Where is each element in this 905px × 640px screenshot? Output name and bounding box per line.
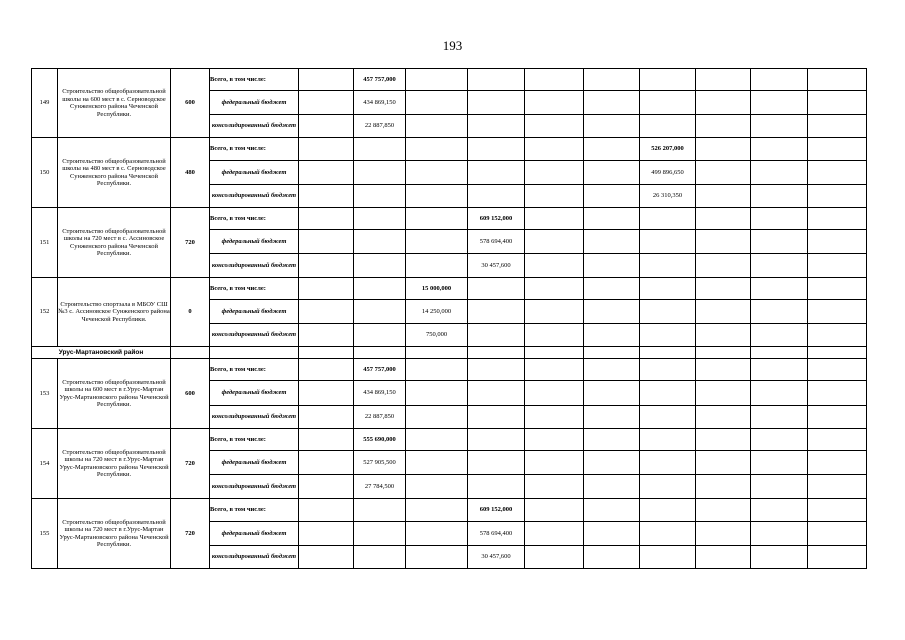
empty-cell xyxy=(696,381,751,406)
empty-cell xyxy=(808,208,867,230)
amount-cell: 609 152,000 xyxy=(468,499,525,522)
empty-cell xyxy=(525,381,584,406)
empty-cell xyxy=(406,522,468,546)
empty-cell xyxy=(468,115,525,138)
empty-cell xyxy=(696,278,751,300)
empty-cell xyxy=(584,91,640,115)
empty-cell xyxy=(808,406,867,429)
project-capacity: 480 xyxy=(171,138,210,208)
empty-cell xyxy=(808,522,867,546)
empty-cell xyxy=(696,300,751,324)
empty-cell xyxy=(640,91,696,115)
empty-cell xyxy=(584,546,640,569)
empty-cell xyxy=(299,300,354,324)
project-capacity: 720 xyxy=(171,208,210,278)
page-number: 193 xyxy=(442,38,463,53)
empty-cell xyxy=(525,300,584,324)
empty-cell xyxy=(584,451,640,475)
empty-cell xyxy=(751,324,808,347)
empty-cell xyxy=(468,429,525,451)
amount-cell: 26 310,350 xyxy=(640,185,696,208)
amount-cell: 15 000,000 xyxy=(406,278,468,300)
empty-cell xyxy=(525,546,584,569)
empty-cell xyxy=(468,138,525,161)
amount-cell: 578 694,400 xyxy=(468,522,525,546)
empty-cell xyxy=(525,451,584,475)
empty-cell xyxy=(406,475,468,499)
empty-cell xyxy=(696,138,751,161)
empty-cell xyxy=(406,161,468,185)
amount-cell: 457 757,000 xyxy=(354,69,406,91)
funding-source-label: Всего, в том числе: xyxy=(210,429,299,451)
empty-cell xyxy=(751,161,808,185)
empty-cell xyxy=(696,522,751,546)
funding-source-label: федеральный бюджет xyxy=(210,451,299,475)
project-name: Строительство спортзала в МБОУ СШ №3 с. Ассиновское Сунженского района Чеченской Республики. xyxy=(58,278,171,347)
empty-cell xyxy=(696,347,751,359)
empty-cell xyxy=(525,115,584,138)
empty-cell xyxy=(525,230,584,254)
empty-cell xyxy=(468,185,525,208)
table-row xyxy=(32,278,867,300)
empty-cell xyxy=(696,185,751,208)
empty-cell xyxy=(468,475,525,499)
empty-cell xyxy=(696,451,751,475)
empty-cell xyxy=(406,185,468,208)
empty-cell xyxy=(299,381,354,406)
empty-cell xyxy=(299,115,354,138)
empty-cell xyxy=(354,300,406,324)
empty-cell xyxy=(299,278,354,300)
funding-source-label: федеральный бюджет xyxy=(210,230,299,254)
empty-cell xyxy=(751,546,808,569)
empty-cell xyxy=(354,254,406,278)
empty-cell xyxy=(584,324,640,347)
empty-cell xyxy=(751,230,808,254)
empty-cell xyxy=(468,451,525,475)
empty-cell xyxy=(696,359,751,381)
empty-cell xyxy=(525,138,584,161)
empty-cell xyxy=(525,324,584,347)
empty-cell xyxy=(584,161,640,185)
empty-cell xyxy=(299,451,354,475)
empty-cell xyxy=(468,406,525,429)
amount-cell: 22 887,850 xyxy=(354,115,406,138)
amount-cell: 578 694,400 xyxy=(468,230,525,254)
empty-cell xyxy=(751,522,808,546)
amount-cell: 27 784,500 xyxy=(354,475,406,499)
empty-cell xyxy=(696,230,751,254)
empty-cell xyxy=(640,208,696,230)
empty-cell xyxy=(468,324,525,347)
project-number: 154 xyxy=(32,429,58,499)
table-row xyxy=(32,138,867,161)
empty-cell xyxy=(406,429,468,451)
empty-cell xyxy=(525,185,584,208)
empty-cell xyxy=(584,69,640,91)
project-name: Строительство общеобразовательной школы на 720 мест в г.Урус-Мартан Урус-Мартановского района Чеченской Республики. xyxy=(58,499,171,569)
empty-cell xyxy=(299,138,354,161)
empty-cell xyxy=(640,451,696,475)
funding-source-label: Всего, в том числе: xyxy=(210,278,299,300)
empty-cell xyxy=(696,91,751,115)
amount-cell: 30 457,600 xyxy=(468,254,525,278)
empty-cell xyxy=(406,138,468,161)
empty-cell xyxy=(696,69,751,91)
region-row xyxy=(32,347,867,359)
empty-cell xyxy=(210,347,299,359)
empty-cell xyxy=(640,499,696,522)
empty-cell xyxy=(808,115,867,138)
empty-cell xyxy=(299,254,354,278)
funding-source-label: Всего, в том числе: xyxy=(210,69,299,91)
project-number: 152 xyxy=(32,278,58,347)
funding-source-label: консолидированный бюджет xyxy=(210,475,299,499)
empty-cell xyxy=(406,254,468,278)
empty-cell xyxy=(751,208,808,230)
empty-cell xyxy=(299,208,354,230)
funding-source-label: Всего, в том числе: xyxy=(210,138,299,161)
empty-cell xyxy=(808,475,867,499)
empty-cell xyxy=(299,406,354,429)
empty-cell xyxy=(406,208,468,230)
empty-cell xyxy=(751,429,808,451)
empty-cell xyxy=(808,347,867,359)
empty-cell xyxy=(640,475,696,499)
empty-cell xyxy=(354,138,406,161)
empty-cell xyxy=(696,254,751,278)
empty-cell xyxy=(808,300,867,324)
amount-cell: 526 207,000 xyxy=(640,138,696,161)
empty-cell xyxy=(406,381,468,406)
budget-table xyxy=(31,68,867,569)
empty-cell xyxy=(696,475,751,499)
empty-cell xyxy=(640,359,696,381)
empty-cell xyxy=(584,499,640,522)
empty-cell xyxy=(808,230,867,254)
empty-cell xyxy=(751,347,808,359)
amount-cell: 499 896,650 xyxy=(640,161,696,185)
empty-cell xyxy=(468,347,525,359)
table-row xyxy=(32,69,867,91)
empty-cell xyxy=(354,546,406,569)
empty-cell xyxy=(525,254,584,278)
empty-cell xyxy=(640,324,696,347)
empty-cell xyxy=(808,91,867,115)
empty-cell xyxy=(584,522,640,546)
empty-cell xyxy=(584,115,640,138)
empty-cell xyxy=(584,406,640,429)
amount-cell: 457 757,000 xyxy=(354,359,406,381)
project-number: 151 xyxy=(32,208,58,278)
empty-cell xyxy=(299,546,354,569)
empty-cell xyxy=(468,300,525,324)
funding-source-label: консолидированный бюджет xyxy=(210,406,299,429)
empty-cell xyxy=(640,429,696,451)
empty-cell xyxy=(171,347,210,359)
empty-cell xyxy=(584,254,640,278)
empty-cell xyxy=(584,138,640,161)
funding-source-label: федеральный бюджет xyxy=(210,381,299,406)
empty-cell xyxy=(525,406,584,429)
empty-cell xyxy=(525,475,584,499)
funding-source-label: консолидированный бюджет xyxy=(210,324,299,347)
project-name: Строительство общеобразовательной школы на 600 мест в г.Урус-Мартан Урус-Мартановского района Чеченской Республики. xyxy=(58,359,171,429)
empty-cell xyxy=(468,359,525,381)
funding-source-label: федеральный бюджет xyxy=(210,161,299,185)
empty-cell xyxy=(584,230,640,254)
amount-cell: 750,000 xyxy=(406,324,468,347)
amount-cell: 609 152,000 xyxy=(468,208,525,230)
funding-source-label: консолидированный бюджет xyxy=(210,185,299,208)
empty-cell xyxy=(751,406,808,429)
empty-cell xyxy=(354,208,406,230)
empty-cell xyxy=(808,381,867,406)
empty-cell xyxy=(584,347,640,359)
empty-cell xyxy=(299,522,354,546)
amount-cell: 14 250,000 xyxy=(406,300,468,324)
empty-cell xyxy=(808,254,867,278)
empty-cell xyxy=(354,230,406,254)
project-name: Строительство общеобразовательной школы на 480 мест в с. Серноводское Сунженского района Чеченской Республики. xyxy=(58,138,171,208)
empty-cell xyxy=(468,69,525,91)
empty-cell xyxy=(696,115,751,138)
empty-cell xyxy=(640,278,696,300)
empty-cell xyxy=(640,254,696,278)
empty-cell xyxy=(640,69,696,91)
empty-cell xyxy=(584,278,640,300)
empty-cell xyxy=(468,91,525,115)
empty-cell xyxy=(751,300,808,324)
empty-cell xyxy=(299,499,354,522)
empty-cell xyxy=(751,359,808,381)
empty-cell xyxy=(696,208,751,230)
amount-cell: 434 869,150 xyxy=(354,381,406,406)
empty-cell xyxy=(468,381,525,406)
empty-cell xyxy=(751,115,808,138)
empty-cell xyxy=(406,347,468,359)
project-capacity: 600 xyxy=(171,359,210,429)
empty-cell xyxy=(640,115,696,138)
empty-cell xyxy=(751,451,808,475)
empty-cell xyxy=(299,185,354,208)
empty-cell xyxy=(584,208,640,230)
empty-cell xyxy=(808,429,867,451)
empty-cell xyxy=(406,69,468,91)
empty-cell xyxy=(808,138,867,161)
empty-cell xyxy=(751,278,808,300)
empty-cell xyxy=(406,499,468,522)
empty-cell xyxy=(299,161,354,185)
empty-cell xyxy=(808,185,867,208)
empty-cell xyxy=(751,185,808,208)
table-row xyxy=(32,359,867,381)
amount-cell: 434 869,150 xyxy=(354,91,406,115)
project-number: 150 xyxy=(32,138,58,208)
empty-cell xyxy=(751,138,808,161)
project-number: 155 xyxy=(32,499,58,569)
empty-cell xyxy=(808,161,867,185)
project-capacity: 600 xyxy=(171,69,210,138)
empty-cell xyxy=(525,161,584,185)
funding-source-label: консолидированный бюджет xyxy=(210,254,299,278)
project-capacity: 720 xyxy=(171,499,210,569)
empty-cell xyxy=(525,359,584,381)
empty-cell xyxy=(751,91,808,115)
empty-cell xyxy=(808,359,867,381)
empty-cell xyxy=(808,324,867,347)
empty-cell xyxy=(299,324,354,347)
empty-cell xyxy=(468,278,525,300)
project-name: Строительство общеобразовательной школы на 720 мест в г.Урус-Мартан Урус-Мартановского района Чеченской Республики. xyxy=(58,429,171,499)
empty-cell xyxy=(640,300,696,324)
empty-cell xyxy=(584,359,640,381)
funding-source-label: Всего, в том числе: xyxy=(210,208,299,230)
empty-cell xyxy=(808,451,867,475)
empty-cell xyxy=(584,185,640,208)
empty-cell xyxy=(299,475,354,499)
empty-cell xyxy=(808,69,867,91)
empty-cell xyxy=(406,359,468,381)
empty-cell xyxy=(640,546,696,569)
empty-cell xyxy=(640,406,696,429)
project-name: Строительство общеобразовательной школы на 720 мест в с. Ассиновское Сунженского района Чеченской Республики. xyxy=(58,208,171,278)
amount-cell: 527 905,500 xyxy=(354,451,406,475)
empty-cell xyxy=(751,254,808,278)
project-capacity: 720 xyxy=(171,429,210,499)
empty-cell xyxy=(406,451,468,475)
empty-cell xyxy=(299,69,354,91)
empty-cell xyxy=(354,522,406,546)
empty-cell xyxy=(751,69,808,91)
empty-cell xyxy=(696,499,751,522)
empty-cell xyxy=(299,359,354,381)
empty-cell xyxy=(406,115,468,138)
empty-cell xyxy=(354,161,406,185)
empty-cell xyxy=(354,278,406,300)
empty-cell xyxy=(640,522,696,546)
empty-cell xyxy=(525,69,584,91)
empty-cell xyxy=(406,546,468,569)
table-row xyxy=(32,499,867,522)
empty-cell xyxy=(354,499,406,522)
amount-cell: 30 457,600 xyxy=(468,546,525,569)
empty-cell xyxy=(640,230,696,254)
empty-cell xyxy=(696,324,751,347)
project-number: 149 xyxy=(32,69,58,138)
project-capacity: 0 xyxy=(171,278,210,347)
empty-cell xyxy=(640,347,696,359)
empty-cell xyxy=(584,429,640,451)
empty-cell xyxy=(525,429,584,451)
empty-cell xyxy=(525,208,584,230)
empty-cell xyxy=(406,91,468,115)
empty-cell xyxy=(808,278,867,300)
empty-cell xyxy=(584,381,640,406)
region-heading: Урус-Мартановский район xyxy=(32,347,171,359)
funding-source-label: федеральный бюджет xyxy=(210,91,299,115)
table-row xyxy=(32,208,867,230)
empty-cell xyxy=(299,230,354,254)
table-row xyxy=(32,429,867,451)
empty-cell xyxy=(584,300,640,324)
project-number: 153 xyxy=(32,359,58,429)
empty-cell xyxy=(406,406,468,429)
empty-cell xyxy=(299,91,354,115)
empty-cell xyxy=(525,347,584,359)
empty-cell xyxy=(525,522,584,546)
empty-cell xyxy=(525,91,584,115)
funding-source-label: Всего, в том числе: xyxy=(210,359,299,381)
funding-source-label: консолидированный бюджет xyxy=(210,115,299,138)
empty-cell xyxy=(584,475,640,499)
empty-cell xyxy=(696,546,751,569)
empty-cell xyxy=(525,499,584,522)
funding-source-label: консолидированный бюджет xyxy=(210,546,299,569)
project-name: Строительство общеобразовательной школы на 600 мест в с. Серноводское Сунженского района Чеченской Республики. xyxy=(58,69,171,138)
empty-cell xyxy=(808,499,867,522)
empty-cell xyxy=(696,429,751,451)
empty-cell xyxy=(354,324,406,347)
empty-cell xyxy=(525,278,584,300)
empty-cell xyxy=(751,475,808,499)
empty-cell xyxy=(751,499,808,522)
empty-cell xyxy=(299,347,354,359)
empty-cell xyxy=(808,546,867,569)
funding-source-label: Всего, в том числе: xyxy=(210,499,299,522)
empty-cell xyxy=(354,347,406,359)
empty-cell xyxy=(696,161,751,185)
amount-cell: 555 690,000 xyxy=(354,429,406,451)
empty-cell xyxy=(406,230,468,254)
empty-cell xyxy=(468,161,525,185)
empty-cell xyxy=(640,381,696,406)
empty-cell xyxy=(354,185,406,208)
funding-source-label: федеральный бюджет xyxy=(210,522,299,546)
amount-cell: 22 887,850 xyxy=(354,406,406,429)
empty-cell xyxy=(696,406,751,429)
empty-cell xyxy=(751,381,808,406)
empty-cell xyxy=(299,429,354,451)
funding-source-label: федеральный бюджет xyxy=(210,300,299,324)
